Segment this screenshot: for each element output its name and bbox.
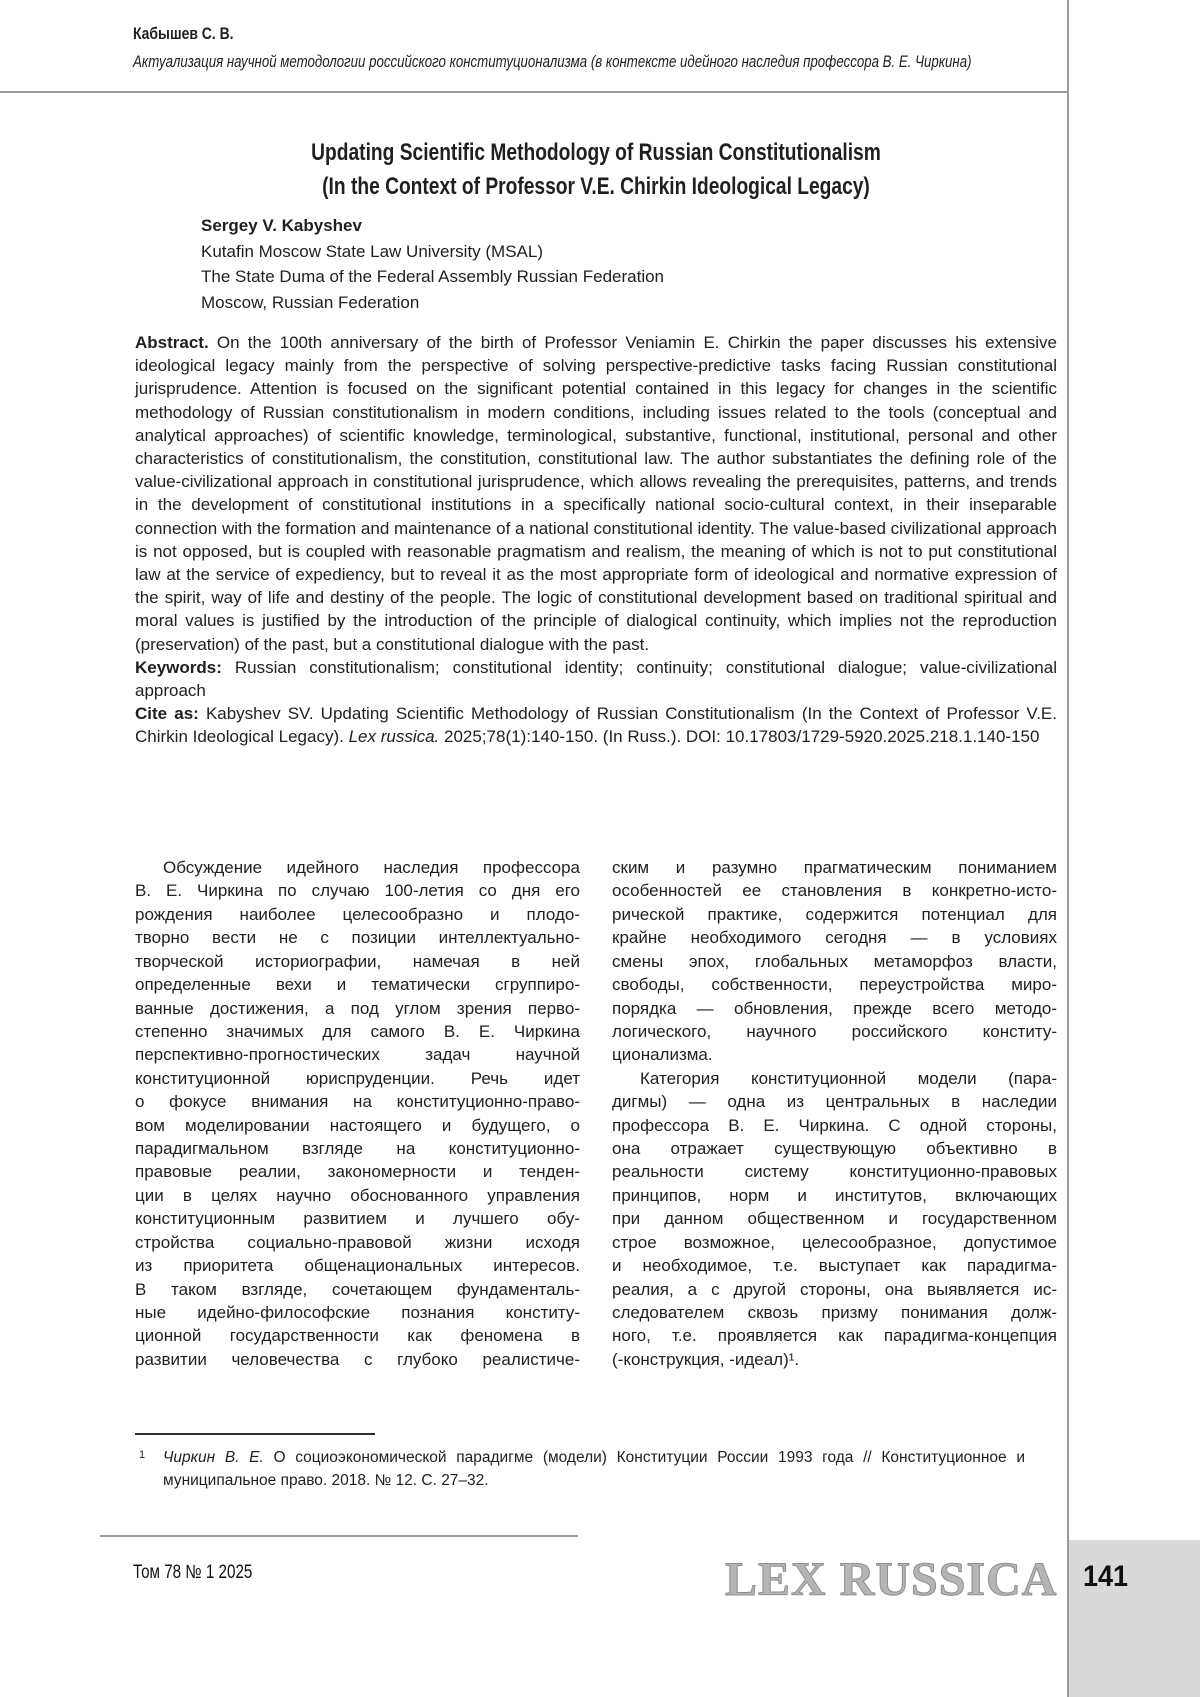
text-line: логического, научного российского конститу- — [612, 1021, 1057, 1041]
text-line: ционной государственности как феномена в — [135, 1326, 580, 1346]
page-number: 141 — [1083, 1560, 1129, 1593]
text-line: дигмы) — одна из центральных в наследии — [612, 1092, 1057, 1112]
keywords-paragraph — [135, 656, 1057, 702]
body-columns — [135, 856, 1057, 1371]
lex-russica-logo: LEX RUSSICA — [725, 1553, 1058, 1606]
right-column — [612, 856, 1057, 1371]
text-line: рической практике, содержится потенциал для — [612, 904, 1057, 924]
text-line: ного, т.е. проявляется как парадигма-концепция — [612, 1326, 1057, 1346]
author-location: Moscow, Russian Federation — [201, 292, 420, 312]
text-line: порядка — обновления, прежде всего методо- — [612, 998, 1057, 1018]
header-divider — [0, 91, 1068, 93]
text-line: Обсуждение идейного наследия профессора — [163, 858, 580, 877]
text-line: ванные достижения, а под углом зрения перво- — [135, 998, 580, 1018]
footnote-divider — [135, 1433, 375, 1435]
footnote — [135, 1447, 1025, 1492]
running-header-author: Кабышев С. В. — [133, 24, 234, 43]
author-name: Sergey V. Kabyshev — [201, 216, 362, 235]
abstract-text: On the 100th anniversary of the birth of Professor Veniamin E. Chirkin the paper discusses his extensive ideological legacy mainly from the perspective of solving perspective-predictive tasks facing Russian constitutional jurisprudence. Attention is focused on the significant potential contained in this legacy for changes in the scientific methodology of Russian constitutionalism in modern conditions, including issues related to the tools (conceptual and analytical approaches) of scientific knowledge, terminological, substantive, functional, institutional, personal and other characteristics of constitutionalism, the constitution, constitutional law. The author substantiates the defining role of the value-civilizational approach in constitutional jurisprudence, which allows revealing the prerequisites, patterns, and trends in the development of constitutional institutions in a specifically national socio-cultural context, in their inseparable connection with the formation and maintenance of a national constitutional identity. The value-based civilizational approach is not opposed, but is coupled with reasonable pragmatism and realism, the meaning of which is not to put constitutional law at the service of expediency, but to reveal it as the most appropriate form of ideological and normative expression of the spirit, way of life and destiny of the people. The logic of constitutional development based on traditional spiritual and moral values is justified by the introduction of the principle of dialogical continuity, which implies not the reproduction (preservation) of the past, but a constitutional dialogue with the past. — [135, 333, 1057, 654]
abstract-section — [135, 331, 1057, 749]
text-line: творческой историографии, намечая в ней — [135, 951, 580, 971]
title-line-2: (In the Context of Professor V.E. Chirkin Ideological Legacy) — [322, 173, 870, 200]
text-line: развитии человечества с глубоко реалистиче- — [135, 1349, 580, 1369]
running-header-title: Актуализация научной методологии российского конституционализма (в контексте идейного наследия профессора В. Е. Чиркина) — [133, 52, 972, 71]
text-line: строе возможное, целесообразное, допустимое — [612, 1232, 1057, 1252]
text-line: рождения наиболее целесообразно и плодо- — [135, 904, 580, 924]
text-line: творно вести не с позиции интеллектуально- — [135, 928, 580, 948]
cite-text-after: 2025;78(1):140-150. (In Russ.). DOI: 10.17803/1729-5920.2025.218.1.140-150 — [444, 727, 1040, 747]
text-line: конституционным развитием и лучшего обу- — [135, 1209, 580, 1229]
paragraph — [612, 1067, 1057, 1371]
keywords-label: Keywords: — [135, 657, 222, 677]
text-line: ским и разумно прагматическим пониманием — [612, 858, 1057, 877]
page-number-box — [1069, 1540, 1200, 1697]
text-line: из приоритета общенациональных интересов. — [135, 1256, 580, 1276]
text-line: (-конструкция, -идеал)¹. — [612, 1349, 800, 1369]
text-line: В. Е. Чиркина по случаю 100-летия со дня его — [135, 881, 580, 901]
text-line: стройства социально-правовой жизни исходя — [135, 1232, 580, 1252]
abstract-paragraph — [135, 331, 1057, 656]
text-line: реалия, а с другой стороны, она выявляется ис- — [612, 1279, 1057, 1299]
author-block — [201, 213, 664, 315]
text-line: при данном общественном и государственном — [612, 1209, 1057, 1229]
text-line: вом моделировании настоящего и будущего, о — [135, 1115, 580, 1135]
author-affiliation-2: The State Duma of the Federal Assembly Russian Federation — [201, 267, 665, 286]
text-line: она отражает существующую объективно в — [612, 1139, 1057, 1159]
text-line: Категория конституционной модели (пара- — [640, 1068, 1057, 1088]
text-line: конституционной юриспруденции. Речь идет — [135, 1068, 580, 1088]
text-line: ционализма. — [612, 1045, 713, 1065]
paragraph — [612, 856, 1057, 1067]
text-line: ные идейно-философские познания конститу- — [135, 1303, 580, 1323]
text-line: перспективно-прогностических задач научной — [135, 1045, 580, 1065]
volume-info: Том 78 № 1 2025 — [133, 1562, 253, 1583]
text-line: особенностей ее становления в конкретно-исто- — [612, 881, 1057, 901]
text-line: принципов, норм и институтов, включающих — [612, 1185, 1057, 1205]
cite-label: Cite as: — [135, 704, 199, 724]
text-line: свободы, собственности, переустройства миро- — [612, 975, 1057, 995]
text-line: степенно значимых для самого В. Е. Чиркина — [135, 1021, 580, 1041]
text-line: крайне необходимого сегодня — в условиях — [612, 928, 1057, 948]
cite-text-before: Kabyshev SV. Updating Scientific Methodology of Russian Constitutionalism (In the Context of Professor V.E. Chirkin Ideological Legacy). — [135, 704, 1057, 747]
title-line-1: Updating Scientific Methodology of Russian Constitutionalism — [311, 139, 881, 166]
text-line: о фокусе внимания на конституционно-право- — [135, 1092, 580, 1112]
text-line: следователем сквозь призму понимания долж- — [612, 1303, 1057, 1323]
text-line: профессора В. Е. Чиркина. С одной стороны, — [612, 1115, 1057, 1135]
text-line: определенные вехи и тематически сгруппиро- — [135, 975, 580, 995]
text-line: и необходимое, т.е. выступает как парадигма- — [612, 1256, 1057, 1276]
text-line: ции в целях научно обоснованного управления — [135, 1185, 580, 1205]
text-line: смены эпох, глобальных метаморфоз власти, — [612, 951, 1057, 971]
footnote-text: О социоэкономической парадигме (модели) Конституции России 1993 года // Конституционное и муниципальное право. 2018. № 12. С. 27–32. — [163, 1449, 1025, 1489]
footnote-author: Чиркин В. Е. — [163, 1449, 264, 1466]
text-line: правовые реалии, закономерности и тенден- — [135, 1162, 580, 1182]
keywords-text: Russian constitutionalism; constitutional identity; continuity; constitutional dialogue; value-civilizational approach — [135, 657, 1057, 701]
footnote-marker: 1 — [139, 1449, 146, 1461]
text-line: парадигмальном взгляде на конституционно- — [135, 1139, 580, 1159]
footer-divider — [100, 1535, 578, 1537]
right-margin-rule — [1067, 0, 1069, 1697]
text-line: реальности систему конституционно-правовых — [612, 1162, 1057, 1182]
page-title — [135, 136, 1057, 204]
journal-name: Lex russica. — [348, 727, 440, 747]
text-line: В таком взгляде, сочетающем фундаменталь- — [135, 1279, 580, 1299]
author-affiliation-1: Kutafin Moscow State Law University (MSAL) — [201, 241, 544, 261]
left-column — [135, 856, 580, 1371]
abstract-label: Abstract. — [135, 333, 209, 352]
paragraph — [135, 856, 580, 1371]
cite-paragraph — [135, 702, 1057, 748]
